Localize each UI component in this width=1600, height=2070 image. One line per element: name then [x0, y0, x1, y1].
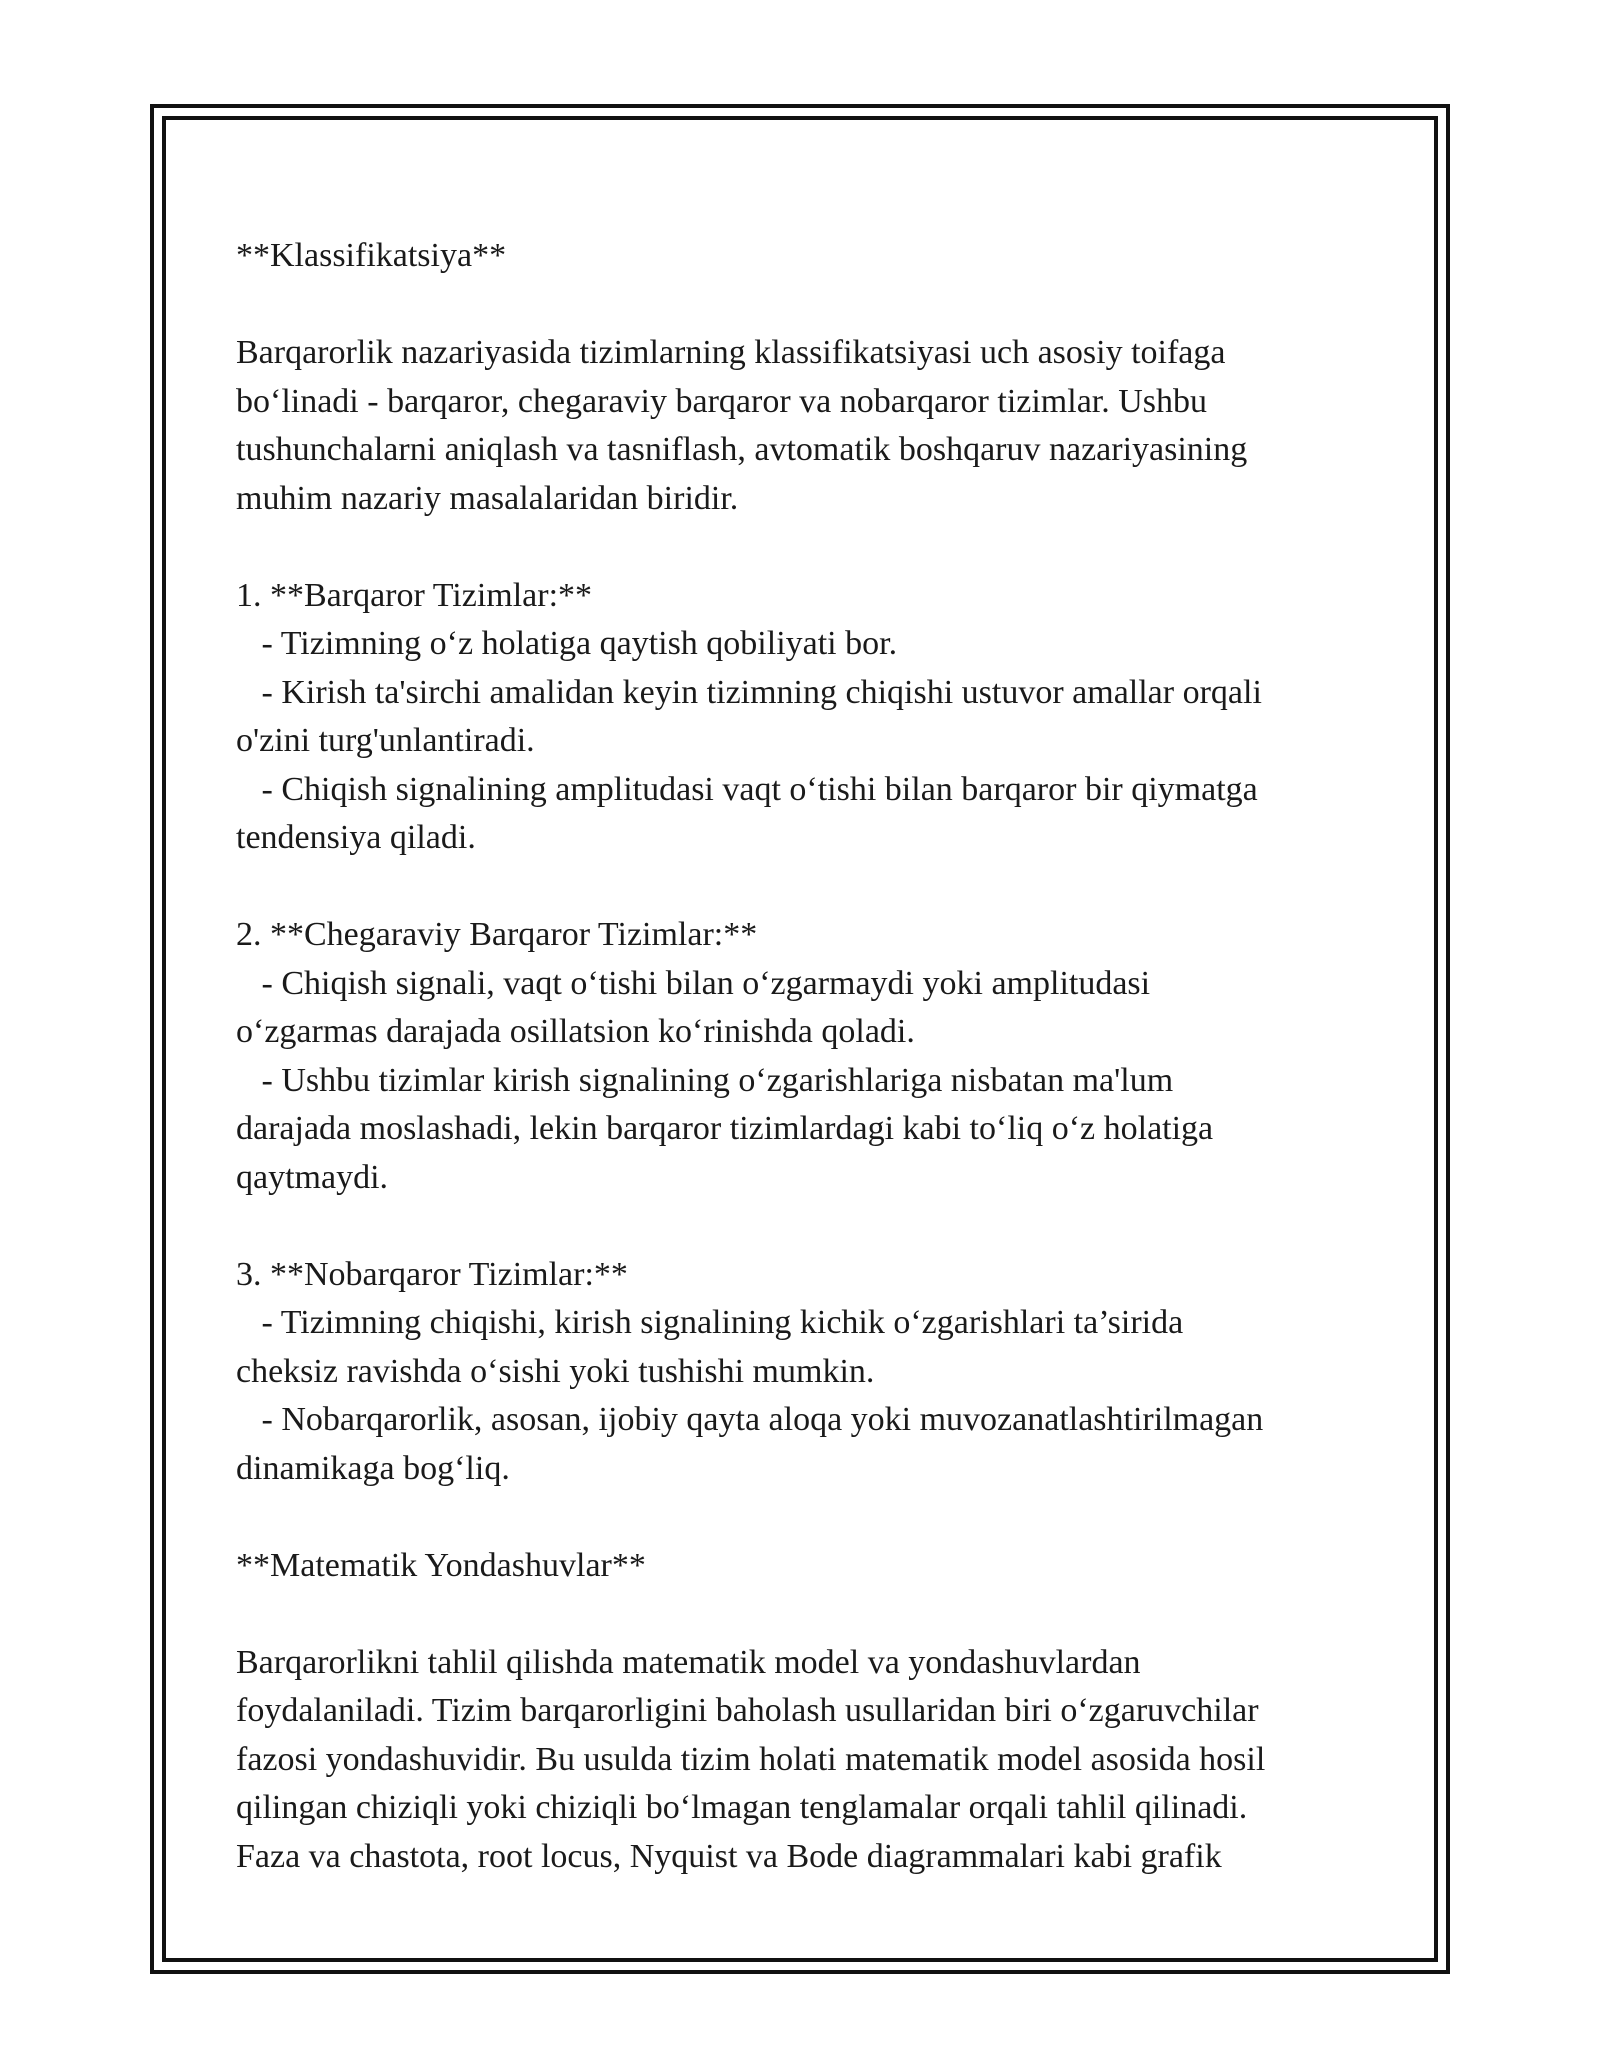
list-item-chegaraviy: [236, 911, 1366, 1202]
list-item-line: - Tizimning chiqishi, kirish signalining kichik o‘zgarishlari ta’sirida: [236, 1304, 1184, 1341]
list-item-line: darajada moslashadi, lekin barqaror tizimlardagi kabi to‘liq o‘z holatiga: [236, 1110, 1214, 1147]
list-item-line: cheksiz ravishda o‘sishi yoki tushishi mumkin.: [236, 1352, 875, 1390]
paragraph-spacer: [236, 1590, 1366, 1639]
list-item-line: - Tizimning o‘z holatiga qaytish qobiliyati bor.: [236, 625, 898, 662]
list-item-nobarqaror: [236, 1251, 1366, 1494]
list-item-line: o‘zgarmas darajada osillatsion ko‘rinishda qoladi.: [236, 1013, 915, 1050]
paragraph-line: qilingan chiziqli yoki chiziqli bo‘lmagan tenglamalar orqali tahlil qilinadi.: [236, 1789, 1248, 1826]
paragraph-line: foydalaniladi. Tizim barqarorligini baholash usullaridan biri o‘zgaruvchilar: [236, 1692, 1259, 1729]
paragraph-spacer: [236, 281, 1366, 330]
list-item-line: dinamikaga bog‘liq.: [236, 1449, 510, 1487]
list-item-line: - Kirish ta'sirchi amalidan keyin tizimning chiqishi ustuvor amallar orqali: [236, 673, 1262, 711]
list-item-line: o'zini turg'unlantiradi.: [236, 722, 535, 759]
paragraph-spacer: [236, 1493, 1366, 1542]
intro-paragraph: [236, 329, 1366, 523]
list-item-line: - Chiqish signali, vaqt o‘tishi bilan o‘zgarmaydi yoki amplitudasi: [236, 964, 1151, 1002]
paragraph-line: tushunchalarni aniqlash va tasniflash, avtomatik boshqaruv nazariyasining: [236, 431, 1248, 468]
list-item-title: 3. **Nobarqaror Tizimlar:**: [236, 1255, 628, 1293]
list-item-line: - Nobarqarorlik, asosan, ijobiy qayta aloqa yoki muvozanatlashtirilmagan: [236, 1401, 1264, 1438]
paragraph-spacer: [236, 863, 1366, 912]
section-heading-matematik: **Matematik Yondashuvlar**: [236, 1546, 646, 1584]
paragraph-line: Faza va chastota, root locus, Nyquist va Bode diagrammalari kabi grafik: [236, 1837, 1222, 1875]
paragraph-line: Barqarorlik nazariyasida tizimlarning klassifikatsiyasi uch asosiy toifaga: [236, 334, 1226, 371]
section-heading-klassifikatsiya: **Klassifikatsiya**: [236, 237, 507, 274]
list-item-title: 2. **Chegaraviy Barqaror Tizimlar:**: [236, 916, 758, 953]
list-item-barqaror: [236, 572, 1366, 863]
list-item-line: - Chiqish signalining amplitudasi vaqt o‘tishi bilan barqaror bir qiymatga: [236, 770, 1258, 808]
paragraph-line: fazosi yondashuvidir. Bu usulda tizim holati matematik model asosida hosil: [236, 1740, 1266, 1778]
paragraph-spacer: [236, 1202, 1366, 1251]
paragraph-line: Barqarorlikni tahlil qilishda matematik model va yondashuvlardan: [236, 1643, 1141, 1681]
paragraph-spacer: [236, 523, 1366, 572]
list-item-title: 1. **Barqaror Tizimlar:**: [236, 576, 593, 614]
list-item-line: - Ushbu tizimlar kirish signalining o‘zgarishlariga nisbatan ma'lum: [236, 1061, 1174, 1099]
math-paragraph: [236, 1639, 1366, 1882]
list-item-line: qaytmaydi.: [236, 1158, 389, 1196]
list-item-line: tendensiya qiladi.: [236, 819, 476, 856]
paragraph-line: muhim nazariy masalalaridan biridir.: [236, 479, 739, 517]
document-body: [236, 232, 1366, 1881]
paragraph-line: bo‘linadi - barqaror, chegaraviy barqaror va nobarqaror tizimlar. Ushbu: [236, 382, 1208, 420]
